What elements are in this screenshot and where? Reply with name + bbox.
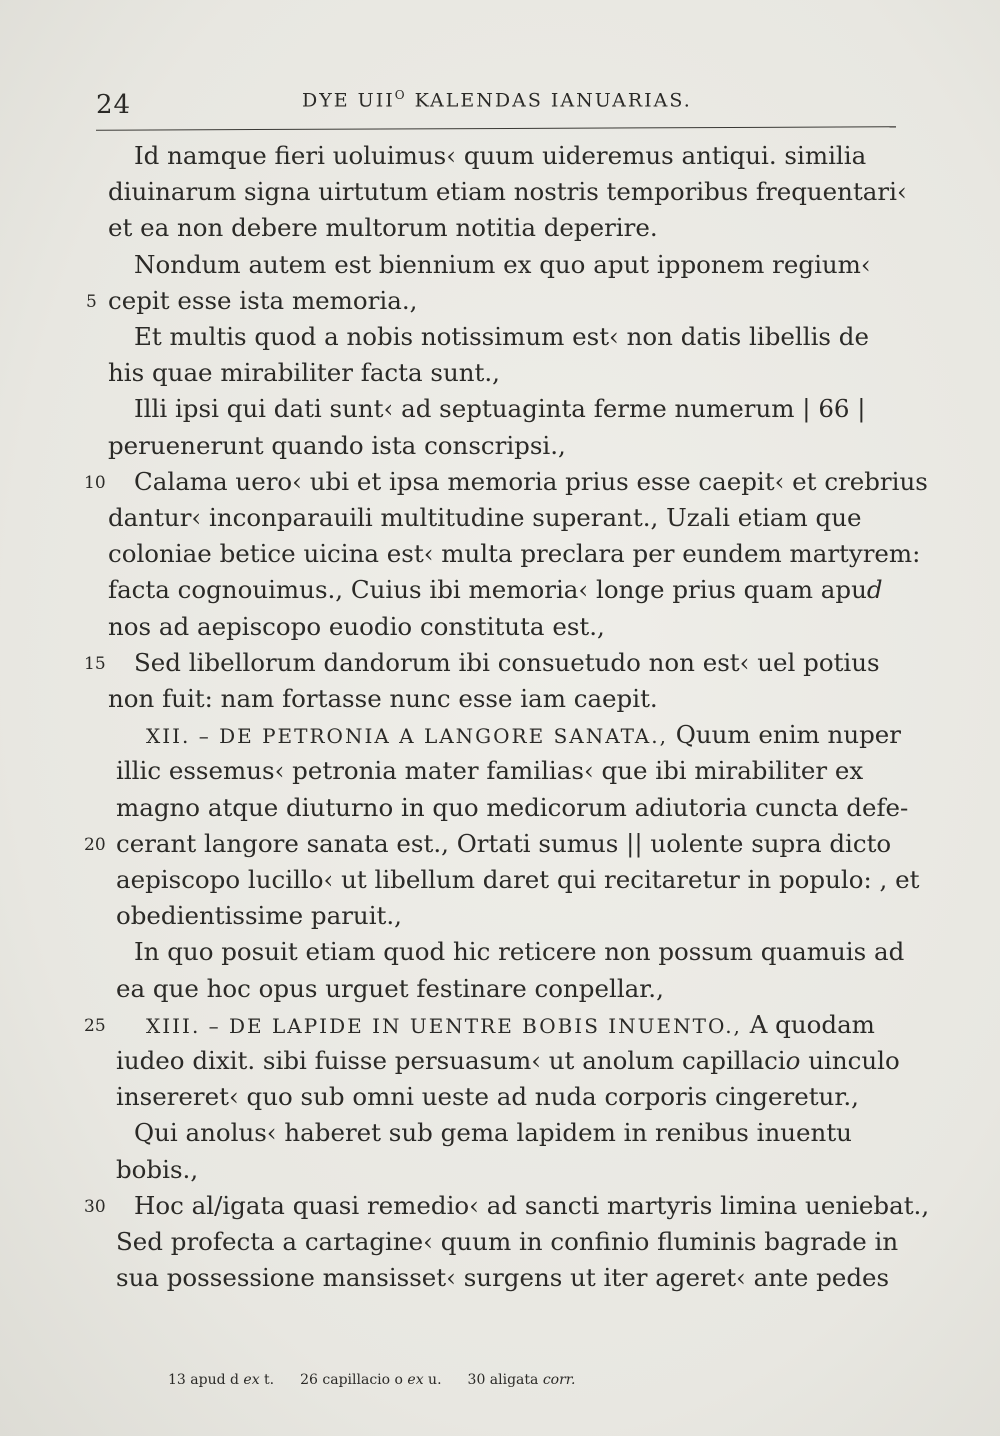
text-line <box>134 464 928 500</box>
text-line <box>108 174 907 210</box>
line-text-after: uinculo <box>800 1046 900 1075</box>
text-line <box>116 1079 859 1115</box>
text-line <box>108 609 605 645</box>
line-text: Calama uero‹ ubi et ipsa memoria prius esse caepit‹ et crebrius <box>134 466 928 496</box>
line-number: 20 <box>84 834 106 855</box>
line-text: Quum enim nuper <box>667 720 902 750</box>
text-line <box>134 391 866 427</box>
text-line <box>108 283 417 319</box>
line-text: cerant langore sanata est., Ortati sumus || uolente supra dicto <box>116 828 892 858</box>
chapter-heading: XIII. – DE LAPIDE IN UENTRE BOBIS INUENTO., <box>146 1013 742 1038</box>
line-text: ea que hoc opus urguet festinare conpellar., <box>116 973 664 1003</box>
line-text: coloniae betice uicina est‹ multa preclara per eundem martyrem: <box>108 539 921 569</box>
text-line <box>108 210 658 246</box>
text-line <box>116 1043 900 1079</box>
line-text: Sed libellorum dandorum ibi consuetudo non est‹ uel potius <box>134 647 880 677</box>
page-number: 24 <box>96 90 132 120</box>
line-number: 25 <box>84 1015 106 1036</box>
footnote-italic: ex <box>243 1372 260 1388</box>
line-number: 30 <box>84 1196 106 1217</box>
line-text: aepiscopo lucillo‹ ut libellum daret qui recitaretur in populo: , et <box>116 865 920 894</box>
footnote-text-end: t. <box>259 1372 275 1388</box>
footnote <box>468 1372 576 1388</box>
line-text: Qui anolus‹ haberet sub gema lapidem in renibus inuentu <box>134 1118 852 1148</box>
line-number: 5 <box>86 291 97 312</box>
footnote-italic: ex <box>407 1372 424 1388</box>
line-text: Illi ipsi qui dati sunt‹ ad septuaginta ferme numerum | 66 | <box>134 394 866 424</box>
text-line <box>116 862 919 898</box>
text-line <box>134 319 869 355</box>
text-line <box>134 934 904 970</box>
line-text: et ea non debere multorum notitia deperire. <box>108 213 658 243</box>
line-text: bobis., <box>116 1154 199 1184</box>
line-text: Sed profecta a cartagine‹ quum in confinio fluminis bagrade in <box>116 1227 899 1256</box>
text-line <box>116 1152 198 1188</box>
text-line <box>108 355 500 391</box>
italic-letter: o <box>785 1046 801 1075</box>
line-number: 15 <box>84 653 106 674</box>
line-text: cepit esse ista memoria., <box>108 285 418 315</box>
text-line <box>116 753 863 789</box>
line-text: diuinarum signa uirtutum etiam nostris temporibus frequentari‹ <box>108 177 907 207</box>
text-line <box>116 1224 898 1260</box>
footnote <box>300 1372 441 1388</box>
line-text: dantur‹ inconparauili multitudine superant., Uzali etiam que <box>108 503 862 532</box>
line-text: his quae mirabiliter facta sunt., <box>108 358 500 388</box>
chapter-heading: XII. – DE PETRONIA A LANGORE SANATA., <box>146 724 668 749</box>
line-text: Et multis quod a nobis notissimum est‹ non datis libellis de <box>134 322 869 351</box>
footnote-text-end: u. <box>423 1372 442 1388</box>
footnote-text: 30 aligata <box>467 1372 543 1388</box>
line-text: peruenerunt quando ista conscripsi., <box>108 430 566 460</box>
header-rule <box>96 126 896 130</box>
line-text: illic essemus‹ petronia mater familias‹ que ibi mirabiliter ex <box>116 756 864 786</box>
line-text: In quo posuit etiam quod hic reticere non possum quamuis ad <box>134 937 905 967</box>
text-line <box>108 428 566 464</box>
text-line <box>116 790 908 826</box>
text-line <box>108 681 658 717</box>
page-header <box>96 84 896 124</box>
text-line <box>134 1115 852 1151</box>
footnote <box>168 1372 274 1388</box>
text-line <box>146 717 901 753</box>
footnote-text: 26 capillacio o <box>300 1372 408 1388</box>
line-text: Id namque fieri uoluimus‹ quum uideremus antiqui. similia <box>134 141 867 170</box>
footnote-text: 13 apud d <box>168 1372 244 1388</box>
line-text: A quodam <box>741 1009 875 1039</box>
footnotes <box>168 1372 601 1388</box>
line-text: facta cognouimus., Cuius ibi memoria‹ longe prius quam apu <box>108 575 867 605</box>
footnote-italic: corr. <box>542 1372 576 1388</box>
line-number: 10 <box>84 472 106 493</box>
text-line <box>116 1260 889 1296</box>
line-text: Nondum autem est biennium ex quo aput ipponem regium‹ <box>134 249 871 279</box>
line-text: obedientissime paruit., <box>116 901 402 931</box>
text-line <box>108 572 883 608</box>
line-text: insereret‹ quo sub omni ueste ad nuda corporis cingeretur., <box>116 1082 859 1112</box>
line-text: non fuit: nam fortasse nunc esse iam caepit. <box>108 684 658 713</box>
line-text: nos ad aepiscopo euodio constituta est., <box>108 611 605 641</box>
line-text: sua possessione mansisset‹ surgens ut iter ageret‹ ante pedes <box>116 1263 890 1293</box>
italic-letter: d <box>866 575 883 605</box>
text-line <box>134 645 880 681</box>
text-line <box>108 536 920 572</box>
text-line <box>146 1007 875 1043</box>
text-line <box>116 826 891 862</box>
running-title: DYE $UII^O$ KALENDAS IANUARIAS. <box>302 88 692 112</box>
line-text: iudeo dixit. sibi fuisse persuasum‹ ut anolum capillaci <box>116 1046 786 1075</box>
text-line <box>134 138 866 174</box>
text-line <box>108 500 862 536</box>
text-line <box>116 971 664 1007</box>
line-text: magno atque diuturno in quo medicorum adiutoria cuncta defe- <box>116 792 909 822</box>
text-line <box>116 898 402 934</box>
text-line <box>134 247 871 283</box>
line-text: Hoc al/igata quasi remedio‹ ad sancti martyris limina ueniebat., <box>134 1190 930 1220</box>
text-line <box>134 1188 929 1224</box>
